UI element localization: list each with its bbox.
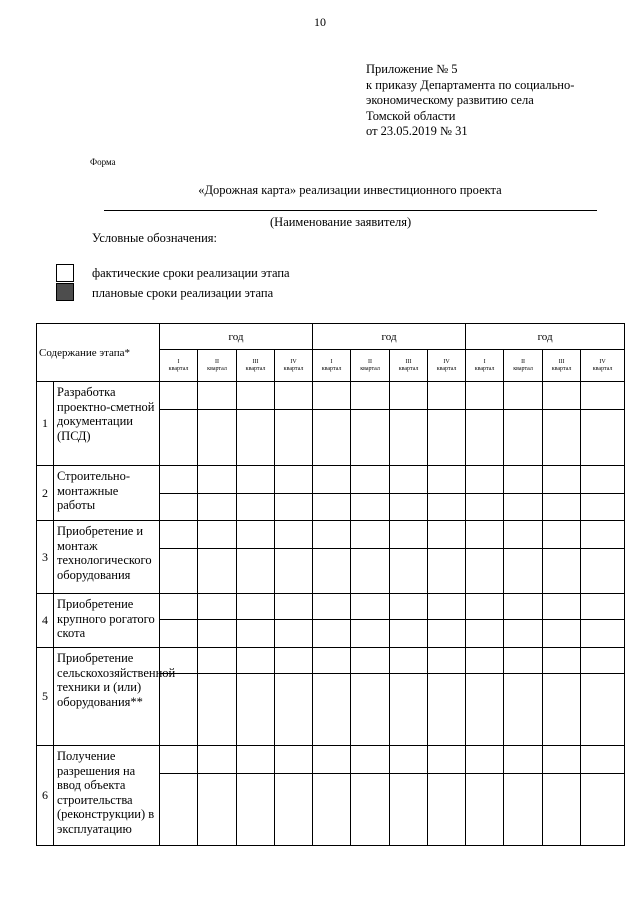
planned-period-cell[interactable]: [313, 774, 351, 846]
planned-period-cell[interactable]: [504, 774, 543, 846]
quarter-numeral: I: [330, 358, 333, 365]
planned-period-cell[interactable]: [237, 549, 275, 594]
planned-period-cell[interactable]: [198, 620, 237, 648]
planned-period-cell[interactable]: [237, 774, 275, 846]
planned-period-cell[interactable]: [237, 674, 275, 746]
planned-period-cell[interactable]: [466, 620, 504, 648]
planned-period-cell[interactable]: [198, 774, 237, 846]
stage-description: Строительно-монтажные работы: [54, 466, 160, 521]
planned-period-cell[interactable]: [275, 410, 313, 466]
planned-period-cell[interactable]: [313, 410, 351, 466]
planned-period-cell[interactable]: [390, 620, 428, 648]
actual-period-cell[interactable]: [237, 521, 275, 549]
stage-row: [37, 521, 625, 549]
actual-period-cell[interactable]: [351, 521, 390, 549]
actual-period-cell[interactable]: [390, 466, 428, 494]
document-title: «Дорожная карта» реализации инвестиционного проекта: [198, 183, 502, 197]
actual-period-cell[interactable]: [581, 594, 625, 620]
planned-period-cell[interactable]: [198, 410, 237, 466]
quarter-header: [160, 350, 198, 382]
actual-period-cell[interactable]: [160, 521, 198, 549]
planned-period-cell[interactable]: [543, 620, 581, 648]
stage-number: 2: [37, 466, 54, 521]
actual-period-cell[interactable]: [160, 466, 198, 494]
quarter-header: [428, 350, 466, 382]
planned-period-cell[interactable]: [504, 674, 543, 746]
legend-planned-text: плановые сроки реализации этапа: [92, 286, 274, 300]
actual-period-cell[interactable]: [160, 594, 198, 620]
planned-period-cell[interactable]: [237, 494, 275, 521]
quarter-word: квартал: [207, 365, 227, 372]
planned-period-cell[interactable]: [466, 410, 504, 466]
quarter-header: [543, 350, 581, 382]
planned-period-cell[interactable]: [351, 674, 390, 746]
actual-period-cell[interactable]: [466, 466, 504, 494]
planned-period-cell[interactable]: [543, 549, 581, 594]
actual-period-cell[interactable]: [428, 746, 466, 774]
planned-period-cell[interactable]: [275, 494, 313, 521]
quarter-header: [504, 350, 543, 382]
appendix-line: к приказу Департамента по социально-: [366, 77, 575, 92]
actual-period-cell[interactable]: [237, 466, 275, 494]
actual-period-cell[interactable]: [428, 648, 466, 674]
planned-period-cell[interactable]: [390, 410, 428, 466]
actual-period-cell[interactable]: [313, 594, 351, 620]
stage-number: 6: [37, 746, 54, 846]
roadmap-table: [36, 323, 625, 846]
appendix-line: от 23.05.2019 № 31: [366, 124, 468, 138]
quarter-numeral: IV: [290, 358, 297, 365]
actual-period-cell[interactable]: [351, 594, 390, 620]
actual-period-cell[interactable]: [428, 466, 466, 494]
actual-period-cell[interactable]: [390, 746, 428, 774]
quarter-word: квартал: [360, 365, 380, 372]
actual-period-cell[interactable]: [313, 382, 351, 410]
applicant-name-line: [104, 210, 597, 211]
planned-period-cell[interactable]: [390, 674, 428, 746]
actual-period-cell[interactable]: [581, 648, 625, 674]
actual-period-cell[interactable]: [160, 382, 198, 410]
quarter-word: квартал: [283, 365, 304, 372]
page-number: 10: [314, 15, 326, 29]
actual-period-cell[interactable]: [581, 382, 625, 410]
planned-period-cell[interactable]: [351, 494, 390, 521]
actual-period-cell[interactable]: [198, 746, 237, 774]
stage-header: Содержание этапа*: [37, 324, 160, 382]
planned-period-cell[interactable]: [466, 494, 504, 521]
quarter-header: [466, 350, 504, 382]
form-label: Форма: [90, 157, 116, 167]
planned-period-cell[interactable]: [428, 549, 466, 594]
actual-period-cell[interactable]: [198, 521, 237, 549]
quarter-header: [351, 350, 390, 382]
quarter-numeral: II: [368, 358, 373, 365]
actual-period-cell[interactable]: [428, 521, 466, 549]
stage-row: [37, 382, 625, 410]
planned-period-cell[interactable]: [313, 674, 351, 746]
quarter-header: [390, 350, 428, 382]
actual-period-cell[interactable]: [428, 382, 466, 410]
planned-period-cell[interactable]: [466, 774, 504, 846]
actual-period-cell[interactable]: [543, 746, 581, 774]
actual-period-cell[interactable]: [275, 382, 313, 410]
actual-period-cell[interactable]: [504, 594, 543, 620]
planned-period-cell[interactable]: [428, 774, 466, 846]
stage-description: Приобретение крупного рогатого скота: [54, 594, 160, 648]
actual-period-cell[interactable]: [581, 746, 625, 774]
planned-period-cell[interactable]: [543, 674, 581, 746]
stage-row: [37, 466, 625, 494]
actual-period-cell[interactable]: [160, 746, 198, 774]
quarter-word: квартал: [398, 365, 419, 372]
quarter-word: квартал: [592, 365, 613, 372]
quarter-header: [275, 350, 313, 382]
actual-period-cell[interactable]: [466, 521, 504, 549]
year-header: год: [313, 324, 466, 350]
quarter-word: квартал: [474, 365, 495, 372]
planned-period-cell[interactable]: [160, 410, 198, 466]
legend-title: Условные обозначения:: [92, 231, 218, 245]
actual-period-cell[interactable]: [237, 746, 275, 774]
actual-period-cell[interactable]: [390, 521, 428, 549]
actual-period-cell[interactable]: [543, 521, 581, 549]
actual-period-cell[interactable]: [504, 521, 543, 549]
actual-period-cell[interactable]: [275, 521, 313, 549]
stage-row: [37, 594, 625, 620]
appendix-block: [366, 62, 574, 140]
planned-period-cell[interactable]: [275, 674, 313, 746]
quarter-numeral: II: [215, 358, 219, 365]
stage-description: Получение разрешения на ввод объекта строительства (реконструкции) в эксплуатацию: [54, 746, 160, 846]
quarter-numeral: II: [521, 358, 526, 365]
appendix-line: Приложение № 5: [366, 62, 458, 76]
stage-description: Разработка проектно-сметной документации (ПСД): [54, 382, 160, 466]
actual-period-cell[interactable]: [504, 746, 543, 774]
actual-period-cell[interactable]: [198, 382, 237, 410]
planned-period-cell[interactable]: [160, 494, 198, 521]
appendix-line: Томской области: [366, 108, 456, 123]
quarter-word: квартал: [321, 365, 342, 372]
planned-period-cell[interactable]: [428, 620, 466, 648]
quarter-header: [198, 350, 237, 382]
actual-period-cell[interactable]: [543, 594, 581, 620]
planned-period-cell[interactable]: [504, 494, 543, 521]
planned-period-cell[interactable]: [275, 774, 313, 846]
actual-period-cell[interactable]: [313, 746, 351, 774]
planned-period-cell[interactable]: [390, 494, 428, 521]
stage-row: [37, 648, 625, 674]
planned-period-cell[interactable]: [543, 494, 581, 521]
planned-period-cell[interactable]: [581, 410, 625, 466]
legend-actual-swatch: [56, 264, 74, 282]
actual-period-cell[interactable]: [351, 466, 390, 494]
planned-period-cell[interactable]: [313, 494, 351, 521]
actual-period-cell[interactable]: [466, 746, 504, 774]
planned-period-cell[interactable]: [160, 674, 198, 746]
planned-period-cell[interactable]: [351, 549, 390, 594]
quarter-word: квартал: [513, 365, 533, 372]
quarter-numeral: III: [558, 358, 565, 365]
planned-period-cell[interactable]: [581, 494, 625, 521]
stage-row: [37, 746, 625, 774]
planned-period-cell[interactable]: [390, 774, 428, 846]
planned-period-cell[interactable]: [313, 549, 351, 594]
year-header: год: [466, 324, 625, 350]
stage-number: 3: [37, 521, 54, 594]
legend-planned-swatch: [56, 283, 74, 301]
planned-period-cell[interactable]: [198, 674, 237, 746]
legend-actual-text: фактические сроки реализации этапа: [92, 266, 290, 280]
planned-period-cell[interactable]: [581, 549, 625, 594]
quarter-word: квартал: [245, 365, 266, 372]
actual-period-cell[interactable]: [275, 594, 313, 620]
planned-period-cell[interactable]: [160, 774, 198, 846]
quarter-numeral: III: [252, 358, 259, 365]
actual-period-cell[interactable]: [198, 594, 237, 620]
actual-period-cell[interactable]: [543, 648, 581, 674]
actual-period-cell[interactable]: [313, 466, 351, 494]
actual-period-cell[interactable]: [351, 648, 390, 674]
actual-period-cell[interactable]: [543, 382, 581, 410]
planned-period-cell[interactable]: [504, 620, 543, 648]
applicant-caption: (Наименование заявителя): [270, 215, 412, 229]
planned-period-cell[interactable]: [428, 674, 466, 746]
planned-period-cell[interactable]: [390, 549, 428, 594]
planned-period-cell[interactable]: [351, 774, 390, 846]
actual-period-cell[interactable]: [390, 648, 428, 674]
actual-period-cell[interactable]: [581, 466, 625, 494]
planned-period-cell[interactable]: [466, 549, 504, 594]
actual-period-cell[interactable]: [390, 382, 428, 410]
quarter-header: [237, 350, 275, 382]
planned-period-cell[interactable]: [466, 674, 504, 746]
actual-period-cell[interactable]: [581, 521, 625, 549]
planned-period-cell[interactable]: [198, 549, 237, 594]
planned-period-cell[interactable]: [313, 620, 351, 648]
actual-period-cell[interactable]: [466, 648, 504, 674]
planned-period-cell[interactable]: [543, 410, 581, 466]
actual-period-cell[interactable]: [504, 466, 543, 494]
quarter-numeral: I: [483, 358, 486, 365]
actual-period-cell[interactable]: [466, 594, 504, 620]
actual-period-cell[interactable]: [543, 466, 581, 494]
actual-period-cell[interactable]: [198, 466, 237, 494]
quarter-word: квартал: [551, 365, 572, 372]
planned-period-cell[interactable]: [198, 494, 237, 521]
actual-period-cell[interactable]: [237, 382, 275, 410]
quarter-numeral: I: [177, 358, 180, 365]
planned-period-cell[interactable]: [160, 620, 198, 648]
planned-period-cell[interactable]: [237, 620, 275, 648]
stage-description: Приобретение сельскохозяйственной техники и (или) оборудования**: [54, 648, 160, 746]
planned-period-cell[interactable]: [275, 620, 313, 648]
actual-period-cell[interactable]: [313, 648, 351, 674]
quarter-numeral: III: [405, 358, 412, 365]
stage-number: 1: [37, 382, 54, 466]
quarter-word: квартал: [168, 365, 189, 372]
planned-period-cell[interactable]: [504, 549, 543, 594]
planned-period-cell[interactable]: [351, 410, 390, 466]
actual-period-cell[interactable]: [466, 382, 504, 410]
actual-period-cell[interactable]: [275, 746, 313, 774]
actual-period-cell[interactable]: [237, 594, 275, 620]
quarter-numeral: IV: [599, 358, 606, 365]
planned-period-cell[interactable]: [543, 774, 581, 846]
planned-period-cell[interactable]: [504, 410, 543, 466]
actual-period-cell[interactable]: [351, 746, 390, 774]
planned-period-cell[interactable]: [581, 674, 625, 746]
actual-period-cell[interactable]: [351, 382, 390, 410]
quarter-header: [581, 350, 625, 382]
actual-period-cell[interactable]: [504, 648, 543, 674]
planned-period-cell[interactable]: [428, 410, 466, 466]
actual-period-cell[interactable]: [198, 648, 237, 674]
planned-period-cell[interactable]: [275, 549, 313, 594]
planned-period-cell[interactable]: [581, 774, 625, 846]
quarter-header: [313, 350, 351, 382]
appendix-line: экономическому развитию села: [366, 93, 534, 107]
actual-period-cell[interactable]: [275, 648, 313, 674]
actual-period-cell[interactable]: [313, 521, 351, 549]
planned-period-cell[interactable]: [160, 549, 198, 594]
planned-period-cell[interactable]: [237, 410, 275, 466]
actual-period-cell[interactable]: [237, 648, 275, 674]
actual-period-cell[interactable]: [504, 382, 543, 410]
actual-period-cell[interactable]: [275, 466, 313, 494]
year-header: год: [160, 324, 313, 350]
planned-period-cell[interactable]: [428, 494, 466, 521]
stage-number: 5: [37, 648, 54, 746]
planned-period-cell[interactable]: [581, 620, 625, 648]
planned-period-cell[interactable]: [351, 620, 390, 648]
quarter-word: квартал: [436, 365, 457, 372]
actual-period-cell[interactable]: [428, 594, 466, 620]
stage-number: 4: [37, 594, 54, 648]
actual-period-cell[interactable]: [390, 594, 428, 620]
stage-description: Приобретение и монтаж технологического оборудования: [54, 521, 160, 594]
quarter-numeral: IV: [443, 358, 450, 365]
